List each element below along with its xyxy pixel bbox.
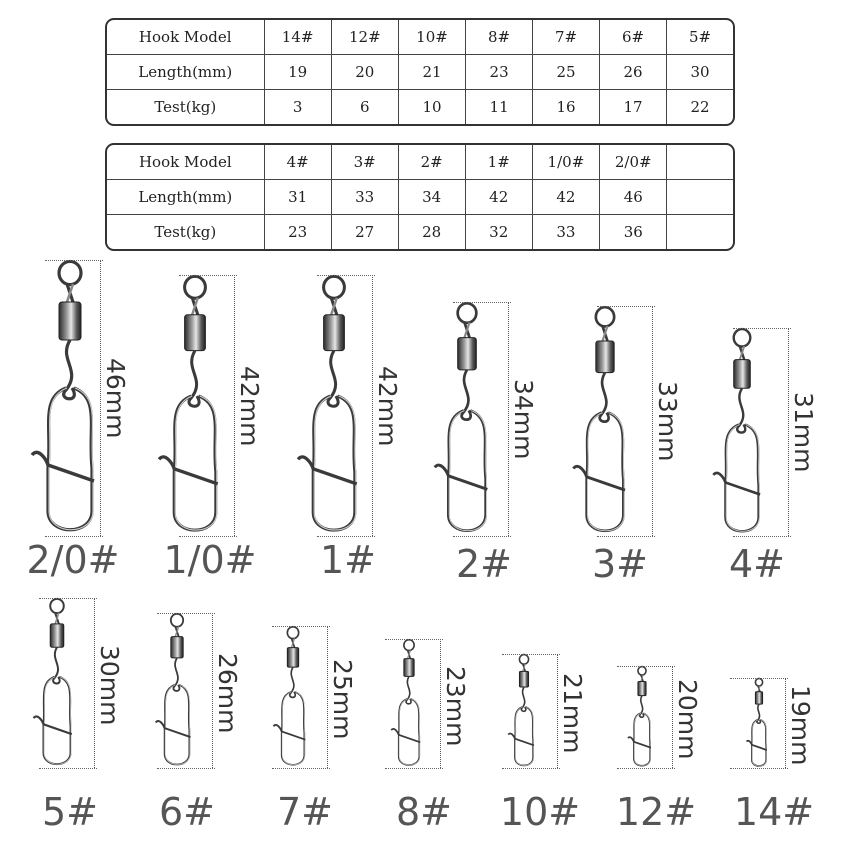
row-header: Length(mm): [107, 180, 265, 215]
swivel-snap-icon: [747, 678, 767, 765]
swivel-eye: [50, 599, 64, 613]
snap-loop-highlight: [726, 424, 759, 531]
snap-loop-highlight: [449, 411, 486, 531]
length-label: 26mm: [213, 652, 242, 734]
snap-loop-highlight: [399, 699, 420, 765]
snap-latch: [34, 716, 72, 734]
hook-size-label: 8#: [395, 790, 453, 834]
length-label: 33mm: [653, 381, 682, 462]
dimension-tick: [597, 306, 655, 307]
dimension-tick: [317, 275, 375, 276]
table-cell: 14#: [265, 20, 332, 55]
swivel-barrel: [734, 360, 751, 389]
table-cell: 28: [399, 215, 466, 249]
length-label: 19mm: [786, 685, 815, 766]
dimension-tick: [597, 536, 655, 537]
table-cell: 31: [265, 180, 332, 215]
table-cell: 33: [332, 180, 399, 215]
hook-size-label: 5#: [41, 790, 99, 834]
snap-loop: [752, 720, 766, 766]
length-label: 31mm: [789, 392, 818, 473]
snap-latch: [435, 465, 488, 489]
snap-latch: [628, 737, 651, 748]
snap-loop: [282, 692, 305, 765]
dimension-tick: [617, 666, 675, 667]
dimension-tick: [730, 678, 788, 679]
snap-loop: [634, 713, 650, 765]
swivel-eye: [734, 329, 751, 346]
snap-latch: [273, 725, 305, 740]
dimension-tick: [385, 768, 443, 769]
table-cell: 23: [265, 215, 332, 249]
swivel-eye: [404, 640, 414, 651]
table-cell: 23: [466, 55, 533, 90]
table-cell: 1#: [466, 145, 533, 180]
snap-loop: [587, 413, 624, 531]
hook-size-label: 7#: [276, 790, 334, 834]
dimension-tick: [385, 639, 443, 640]
dimension-tick: [502, 654, 560, 655]
dimension-tick: [453, 536, 511, 537]
snap-latch: [747, 741, 767, 750]
dimension-tick: [453, 302, 511, 303]
swivel-eye: [596, 307, 614, 326]
swivel-eye: [59, 261, 81, 284]
snap-latch: [156, 721, 191, 737]
snap-latch: [32, 452, 94, 481]
table-cell: 25: [533, 55, 600, 90]
length-label: 42mm: [373, 365, 402, 447]
snap-loop: [165, 685, 190, 765]
table-cell: 46: [600, 180, 667, 215]
dimension-tick: [272, 626, 330, 627]
swivel-snap-icon: [391, 640, 420, 765]
snap-loop: [725, 424, 758, 531]
dimension-tick: [317, 536, 375, 537]
snap-latch: [713, 473, 760, 495]
table-cell: 42: [466, 180, 533, 215]
dimension-tick: [502, 768, 560, 769]
hook-size-label: 1/0#: [163, 538, 257, 582]
length-label: 20mm: [673, 679, 702, 760]
length-label: 34mm: [509, 379, 538, 460]
table-cell: 7#: [533, 20, 600, 55]
swivel-barrel: [171, 637, 183, 658]
swivel-eye: [638, 667, 646, 676]
table-cell: 10#: [399, 20, 466, 55]
table-cell: 16: [533, 90, 600, 124]
row-header: Length(mm): [107, 55, 265, 90]
swivel-barrel: [287, 648, 298, 668]
snap-loop-highlight: [44, 677, 71, 764]
hook-size-label: 4#: [728, 542, 786, 586]
hook-size-label: 6#: [158, 790, 216, 834]
snap-latch: [391, 729, 420, 742]
dimension-tick: [179, 275, 237, 276]
swivel-snap-icon: [156, 614, 191, 765]
swivel-barrel: [638, 682, 646, 696]
table-cell: 2#: [399, 145, 466, 180]
dimension-tick: [733, 328, 791, 329]
table-cell: 26: [600, 55, 667, 90]
swivel-snap-icon: [273, 627, 305, 765]
swivel-snap-icon: [34, 599, 72, 764]
row-header: Test(kg): [107, 90, 265, 124]
swivel-eye: [171, 614, 183, 627]
table-cell: 1/0#: [533, 145, 600, 180]
dimension-tick: [45, 260, 103, 261]
hook-size-label: 3#: [591, 542, 649, 586]
snap-loop-highlight: [752, 720, 766, 766]
table-cell: 36: [600, 215, 667, 249]
snap-loop: [174, 396, 216, 530]
dimension-tick: [617, 768, 675, 769]
table-cell: 27: [332, 215, 399, 249]
dimension-tick: [179, 536, 237, 537]
snap-loop-highlight: [49, 388, 93, 530]
dimension-tick: [39, 598, 97, 599]
table-cell: 4#: [265, 145, 332, 180]
hook-size-label: 12#: [615, 790, 697, 834]
dimension-tick: [157, 613, 215, 614]
hook-size-label: 1#: [319, 538, 377, 582]
table-cell: 19: [265, 55, 332, 90]
snap-loop: [448, 411, 485, 531]
swivel-eye: [324, 276, 345, 298]
table-cell: 33: [533, 215, 600, 249]
snap-loop-highlight: [282, 692, 305, 765]
table-cell: 30: [667, 55, 733, 90]
swivel-snap-icon: [298, 276, 357, 530]
hook-size-label: 2/0#: [26, 538, 120, 582]
table-cell: 2/0#: [600, 145, 667, 180]
dimension-tick: [272, 768, 330, 769]
swivel-eye: [185, 276, 206, 298]
snap-latch: [298, 457, 357, 484]
table-cell: 10: [399, 90, 466, 124]
table-cell: 6: [332, 90, 399, 124]
snap-latch: [508, 733, 534, 745]
swivel-snap-icon: [32, 261, 94, 529]
snap-loop-highlight: [175, 396, 217, 530]
table-cell: 42: [533, 180, 600, 215]
length-label: 23mm: [441, 665, 470, 747]
swivel-snap-icon: [508, 655, 534, 766]
hook-size-label: 14#: [733, 790, 815, 834]
swivel-snap-icon: [159, 276, 218, 530]
snap-loop: [313, 396, 355, 530]
table-cell: 32: [466, 215, 533, 249]
snap-latch: [573, 466, 625, 490]
table-cell: 20: [332, 55, 399, 90]
table-cell: 21: [399, 55, 466, 90]
swivel-eye: [519, 655, 528, 665]
hook-size-label: 2#: [455, 542, 513, 586]
snap-loop-highlight: [634, 713, 650, 765]
length-label: 30mm: [95, 645, 124, 726]
dimension-tick: [39, 768, 97, 769]
table-cell: 11: [466, 90, 533, 124]
table-cell: 3: [265, 90, 332, 124]
snap-loop: [515, 707, 533, 766]
swivel-barrel: [185, 315, 206, 351]
row-header: Hook Model: [107, 20, 265, 55]
snap-latch: [159, 457, 218, 484]
table-cell: 22: [690, 98, 710, 116]
snap-loop: [48, 388, 92, 530]
table-cell: 5#: [667, 20, 733, 55]
dimension-tick: [157, 768, 215, 769]
table-cell: 17: [600, 90, 667, 124]
table-cell: 6#: [600, 20, 667, 55]
swivel-barrel: [519, 671, 528, 687]
snap-loop: [43, 677, 70, 764]
snap-loop-highlight: [588, 413, 625, 531]
length-label: 42mm: [235, 365, 264, 447]
swivel-snap-icon: [435, 303, 488, 530]
length-label: 25mm: [328, 659, 357, 740]
snap-loop-highlight: [515, 707, 533, 766]
row-header: Test(kg): [107, 215, 265, 249]
snap-loop: [399, 699, 420, 765]
swivel-snap-icon: [573, 307, 625, 531]
swivel-barrel: [596, 341, 614, 373]
swivel-eye: [755, 678, 762, 686]
dimension-tick: [45, 536, 103, 537]
dimension-tick: [730, 768, 788, 769]
swivel-snap-icon: [713, 329, 760, 531]
snap-loop-highlight: [314, 396, 356, 530]
row-header: Hook Model: [107, 145, 265, 180]
hook-size-label: 10#: [499, 790, 581, 834]
table-cell: 8#: [466, 20, 533, 55]
length-label: 21mm: [558, 673, 587, 754]
swivel-snap-icon: [628, 667, 651, 766]
length-label: 46mm: [101, 358, 130, 439]
dimension-tick: [733, 536, 791, 537]
snap-loop-highlight: [165, 685, 190, 765]
swivel-barrel: [324, 315, 345, 351]
swivel-eye: [287, 627, 298, 639]
table-cell: 12#: [332, 20, 399, 55]
swivel-barrel: [50, 624, 64, 647]
table-cell: 34: [399, 180, 466, 215]
table-cell: 3#: [332, 145, 399, 180]
swivel-eye: [458, 303, 477, 323]
swivel-barrel: [458, 338, 477, 370]
swivel-barrel: [755, 692, 762, 704]
swivel-barrel: [404, 659, 414, 677]
swivel-barrel: [59, 302, 81, 340]
